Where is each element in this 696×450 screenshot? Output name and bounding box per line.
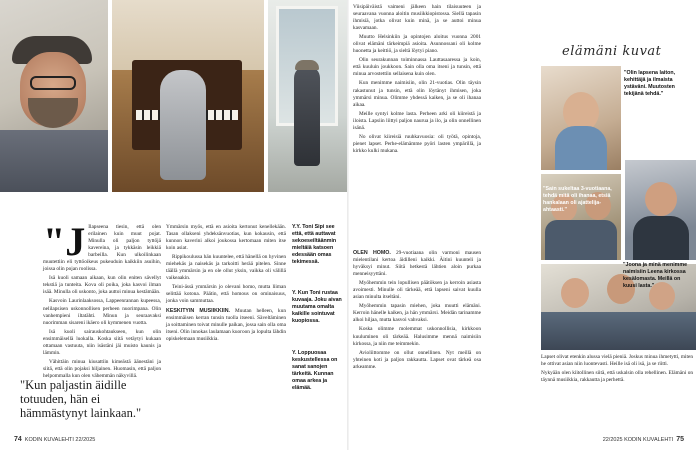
page-number: 74	[14, 436, 22, 443]
left-col2-p3: Teini-ässä ymmärsin jo olevani homo, mutta liiman selittää kotona. Päätin, että homous on ominaisuus, jonka voin sammuttaa.	[166, 284, 286, 305]
section-heading: elämäni kuvat	[562, 44, 662, 59]
right-column-1b	[353, 250, 481, 373]
window-photo	[268, 0, 347, 192]
left-column-2	[166, 224, 286, 345]
photo-caption: Y. Kun Toni rustaa kuvaaja. Joku aivan muutama omalta kaikille sointuvat kuopiossa.	[292, 290, 342, 324]
dropcap: "J	[43, 219, 86, 264]
left-col1-p2: Isä kuoli samaan aikaan, kun olin eniten sävellyt tekstiä ja tunteita. Kova oli poika, joka kasvoi ilman isää. Minulla oli uskonto, joka auttoi minua kestämään.	[43, 275, 161, 296]
shirt-shape	[0, 130, 108, 192]
childhood-photo	[541, 66, 621, 170]
paragraph-text: 29-vuotiaana olin varmoni mausen mielentilani kertoa äidilleni kaikki. Äitini kuunteli ja hyväksyi minut. Siitä hetkestä lähtien aloin purkaa menneisyyttäni.	[353, 250, 481, 278]
subhead: KESKITYIN MUSIIKKIIN.	[166, 307, 230, 314]
right-p1: Viisipäiväistä vaimeni jälkeen hain tilaisuuteen ja seuraavana vuonna aloitin musiikkiopistossa. Siellä tapasin ihmisiä, jotka olivat kuin minä, ja se auttoi minua kasvamaan.	[353, 4, 481, 32]
right-p9: Myöhemmin tapasin miehen, joka muutti elämäni. Kerroin hänelle kaiken, ja hän ymmärsi. Meidän tarinamme alkoi hiljaa, mutta kasvoi vahvaksi.	[353, 303, 481, 324]
right-p7	[353, 250, 481, 278]
left-col1-p1	[43, 219, 161, 273]
right-p2: Muutto Helsinkiin ja opintojen aloitus vuonna 2001 olivat elämäni tärkeimpiä asioita. Asunnossani oli kolme huonetta ja keittiö, ja sieltä löytyi piano.	[353, 34, 481, 55]
paragraph-text: Ilapseena tiesin, että olen erilainen kuin muut pojat. Minulla oli paljon tyttöjä kavereina, ja tykkäsin leikkiä barbeilla. Kun ulkoilinkaan muutettiin eli tyttöoikeus pukeuduin kaikkiin asuihin, joissa olin pojan roolissa.	[43, 224, 161, 273]
photo-caption: "Olin lapsena laiton, kehittäjä ja ilmaista ystäväni. Muutosten tekijänä tehdä."	[624, 70, 676, 97]
left-col2-p4	[166, 308, 286, 343]
person-head-shape	[645, 182, 677, 216]
folio-left	[14, 436, 95, 443]
right-p6: No olivat kiireisiä ruuhkavuosia: oli työtä, opintoja, pienet lapset. Perhe-elämämme pyöri lasten ympärillä, ja kirkko kulki mukana.	[353, 133, 481, 154]
portrait-photo	[0, 0, 108, 192]
right-bottom-p1: Lapset olivat etenkin alussa vielä pieniä. Joskus minua ihmetytti, miten he ottivat asian niin luontevasti. Heille isä oli isä, ja se riitti.	[541, 354, 693, 368]
left-col2-p1: Ymmärsin myös, että en asioita kertonut kenellekään. Tasan ollakseni yhdeksänvuotias, kun kokausin, että kunnon kaverini alkoi joukossa kertomaan miten itse koin asiat.	[166, 224, 286, 252]
right-column-1	[353, 4, 481, 157]
people-body-shape	[541, 312, 696, 350]
piano-photo	[112, 0, 264, 192]
person-shape	[294, 66, 320, 166]
right-p5: Meille syntyi kolme lasta. Perheen arki oli kiireistä ja iloista. Lapsiin liittyi paljon naurua ja ilo, ja olin onnellinen isänä.	[353, 110, 481, 131]
child-body-shape	[555, 126, 607, 170]
people-body-shape	[545, 220, 617, 260]
folio-text: 22/2025 KODIN KUVALEHTI	[602, 437, 674, 443]
left-column-1	[43, 219, 161, 382]
photo-caption: Y.Y. Toni Sipi see että, että auttavat sekoeseiltäänmin mieltäiä katsoen edessään omas tekimessä.	[292, 224, 337, 265]
photo-caption: "Joona ja minä menimme naimisiin Leena kirkossa kesälomasta. Meillä on kuusi lasta."	[623, 262, 688, 289]
photo-caption: "Sain sukeltaa 3-vuotiaana, tehdä mitä oli ihanaa, etsiä hankalaan oli ajattelija-ahtaasti."	[543, 186, 612, 213]
right-p11: Avioliittomme on ollut onnellinen. Nyt meillä on yhteinen koti ja paljon rakkautta. Lapset ovat tärkeä osa arkeamme.	[353, 349, 481, 370]
paragraph-text: Muutan helleen, kun ensimmäisen kerran tunsin tuolla itseeni. Säveltäminen ja soittaminen toivat minulle paikan, jossa sain olla oma itseni. Olin innokas laulamaan kuoroon ja lopulta lähdin opiskelemaan musiikkia.	[166, 307, 286, 342]
person-shape	[160, 70, 206, 180]
pull-quote: "Kun paljastin äidille totuuden, hän ei hämmästynyt lainkaan."	[20, 378, 142, 420]
right-p3: Olin seurakunnan toiminnassa Lauttasaaressa ja koin, että kuuluin joukkoon. Sain olla oma itseni ja tunsin, että minua arvostettiin sellaisena kuin olen.	[353, 57, 481, 78]
hat-shape	[295, 60, 319, 70]
right-p10: Koska olimme molemmat uskonnollisia, kirkkoon kuuluminen oli tärkeää. Halusimme mennä naimisiin kirkossa, ja niin me teimmekin.	[353, 326, 481, 347]
right-bottom-p2: Nykyään olen kiitollinen siitä, että uskalsin olla rehellinen. Elämäni on täynnä musiikkia, rakkautta ja perhettä.	[541, 370, 693, 384]
glasses-shape	[30, 76, 76, 90]
person-head-shape	[561, 278, 589, 308]
adult-photo	[625, 160, 696, 260]
folio-right	[603, 436, 684, 443]
folio-text: KODIN KUVALEHTI 22/2025	[24, 437, 96, 443]
left-col1-p4: Isä kuoli sairauskohtaukseen, kun olin ensimmäisellä luokalla. Koska siitä vetäytyi kukaan ottamaan vastuuta, niin isästäni jäi muisto kaunis ja lämmin.	[43, 328, 161, 356]
left-col1-p3: Kasvoin Laurinlaaksossa, Lappeenrannan kupeessa, nelilapsisen uskonnollisen perheen nuorimpana. Olin vanhempieni iltatähti. Minun ja seuraavaksi nuorimman sisareni ikäero oli kymmenen vuotta.	[43, 298, 161, 326]
person-body-shape	[633, 216, 689, 260]
page-number: 75	[676, 436, 684, 443]
page-gutter	[347, 0, 349, 450]
photo-caption: Y. Loppuosaa keskustellessa on sanat sanojen tärkeitä. Kunnan omaa arkea ja elämää.	[292, 350, 338, 391]
left-col2-p2: Rippikoulussa hän kuuntelee, että hänellä on hyvinen miehekäs ja naisekäs ja tarkoitti herää pitelen. Sinne täällä ymmärsin ja en ole ollut yksin, vaikka oli välillä vaikeaakin.	[166, 254, 286, 282]
left-col1-p5: Vähittäin minua kiusattiin kimeästä äänestäni ja siitä, että olin pojaksi hiljainen. Huomasin, että paljon helpommalla kun olen vähemmän näkyvillä.	[43, 358, 161, 379]
right-bottom-text	[541, 354, 693, 386]
right-p4: Kun menimme naimisiin, olin 21-vuotias. Olin täysin rakastunut ja tunsin, että olin löytänyt ihmisen, joka ymmärsi minua. Olimme yhdessä kaiken, ja se oli ihanaa aikaa.	[353, 80, 481, 108]
right-p8: Myöhemmin tein lopullisen päätöksen ja kerroin asiasta avoimesti. Minulle oli tärkeää, että lapseni saivat kuulla asian minulta itseltäni.	[353, 280, 481, 301]
subhead: OLEN HOMO.	[353, 250, 391, 256]
